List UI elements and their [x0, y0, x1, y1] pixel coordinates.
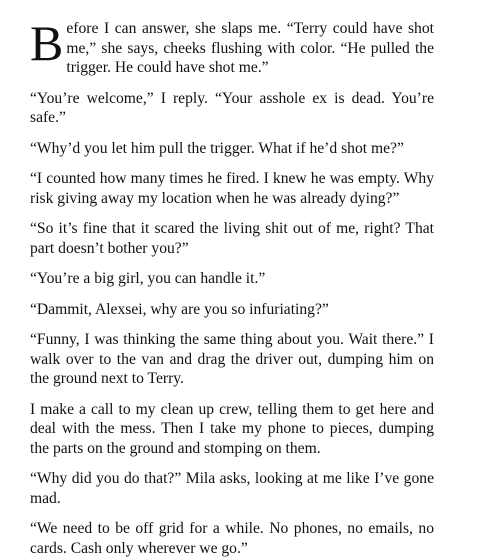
paragraph-1 [30, 15, 434, 78]
paragraph-4: “I counted how many times he fired. I knew he was empty. Why risk giving away my location when he was already dying?” [30, 170, 434, 207]
paragraph-7: “Dammit, Alexsei, why are you so infuriating?” [30, 300, 329, 318]
paragraph-3: “Why’d you let him pull the trigger. What if he’d shot me?” [30, 139, 404, 157]
paragraph-6: “You’re a big girl, you can handle it.” [30, 270, 266, 287]
paragraph-5: “So it’s fine that it scared the living shit out of me, right? That part doesn’t bother you?” [30, 220, 434, 257]
drop-cap: B [30, 15, 64, 71]
paragraph-8: “Funny, I was thinking the same thing about you. Wait there.” I walk over to the van and drag the driver out, dumping him on the ground next to Terry. [30, 331, 434, 387]
paragraph-11: “We need to be off grid for a while. No phones, no emails, no cards. Cash only wherever we go.” [30, 520, 434, 557]
paragraph-10: “Why did you do that?” Mila asks, looking at me like I’ve gone mad. [30, 470, 434, 507]
paragraph-2: “You’re welcome,” I reply. “Your asshole ex is dead. You’re safe.” [30, 89, 434, 126]
paragraph-9: I make a call to my clean up crew, telling them to get here and deal with the mess. Then I take my phone to pieces, dumping the parts on the ground and stomping on them. [30, 400, 434, 457]
paragraph-1-text: efore I can answer, she slaps me. “Terry could have shot me,” she says, cheeks flushing with color. “He pulled the trigger. He could have shot me.” [66, 20, 434, 76]
